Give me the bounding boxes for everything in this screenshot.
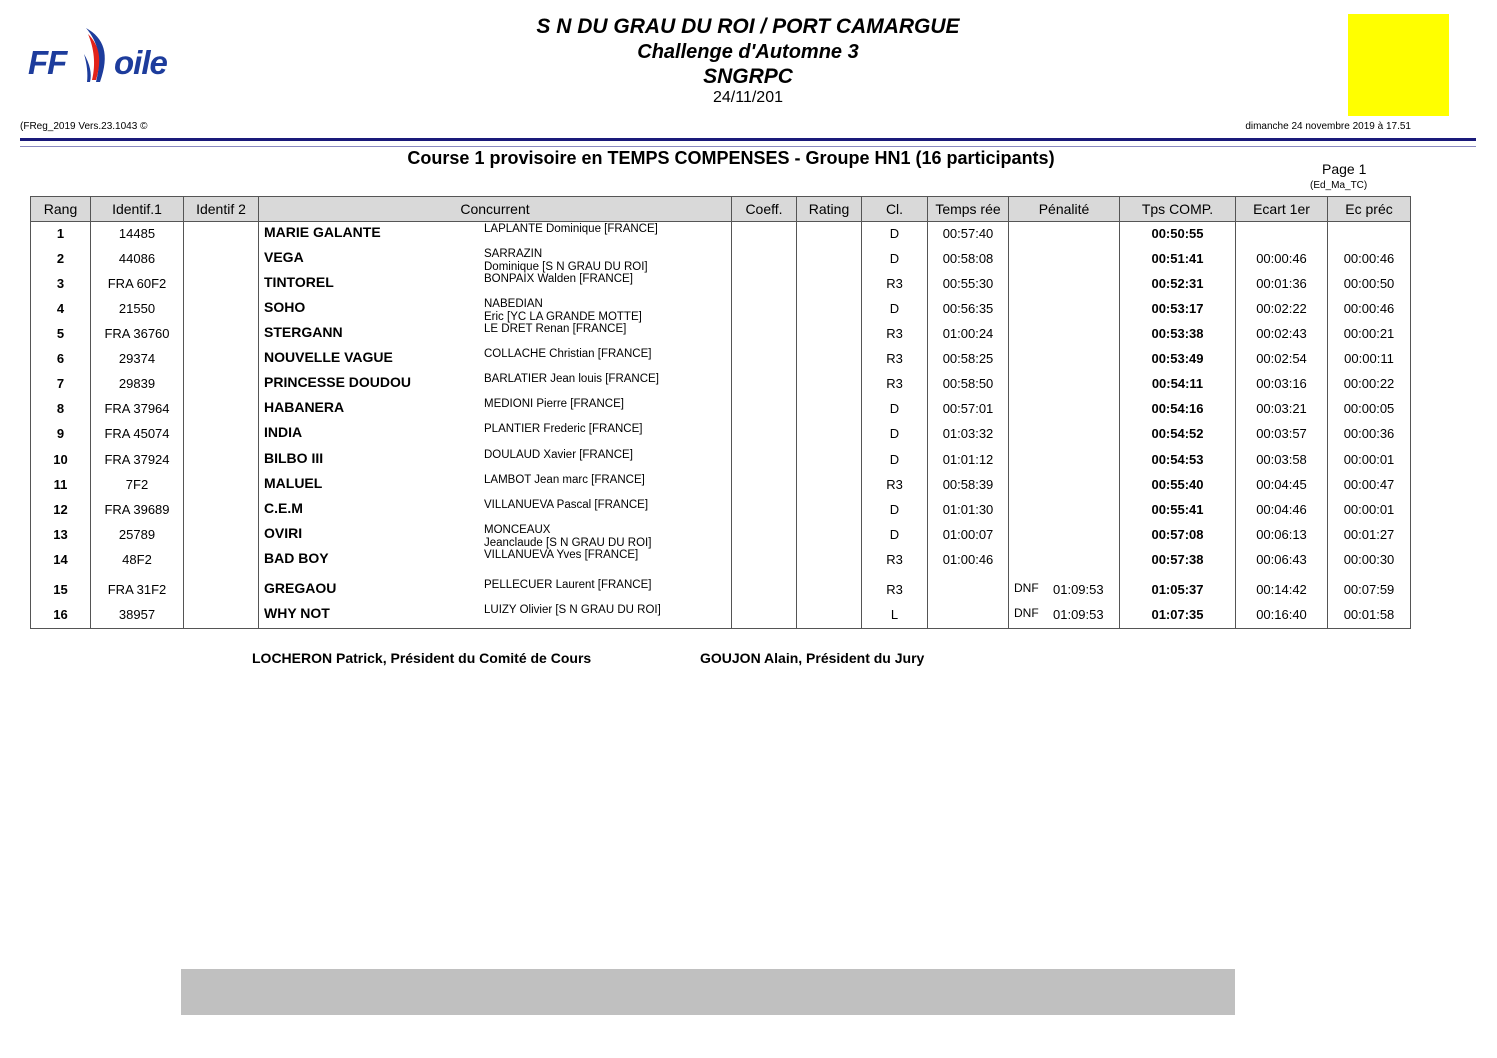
class-cell: R3 [886,552,903,567]
competitor-cell [259,247,732,272]
class-cell: D [889,452,900,467]
competitor-cell [259,498,732,523]
class-cell: R3 [886,582,903,597]
table-row [31,448,1411,473]
class-cell: D [889,226,900,241]
identifier-1-cell: 29374 [118,351,156,366]
gap-first-cell: 00:00:46 [1256,251,1307,266]
compensated-time-cell: 00:54:16 [1151,401,1204,416]
table-row [31,322,1411,347]
skipper-line-2: Jeanclaude [S N GRAU DU ROI] [484,537,652,549]
competitor-cell [259,578,732,603]
coeff-cell [732,448,796,452]
competitor-cell [259,222,732,248]
rank-cell: 3 [56,276,65,291]
gap-first-cell: 00:06:43 [1256,552,1307,567]
identifier-1-cell: 38957 [118,607,156,622]
class-cell: D [889,527,900,542]
real-time-cell: 00:56:35 [942,301,994,316]
penalty-cell [1009,523,1120,548]
compensated-time-cell: 00:52:31 [1151,276,1204,291]
identifier-1-cell: FRA 36760 [104,326,170,341]
real-time-cell: 01:01:30 [942,502,994,517]
gap-previous-cell: 00:00:36 [1343,426,1395,441]
identifier-1-cell: FRA 37964 [104,401,170,416]
rank-cell: 1 [56,226,65,241]
identifier-1-cell: 44086 [118,251,156,266]
column-header: Ecart 1er [1236,197,1328,222]
gap-previous-cell [1328,222,1410,226]
gap-previous-cell: 00:00:47 [1343,477,1395,492]
penalty-cell [1009,448,1120,473]
rating-cell [797,222,861,226]
real-time-cell: 01:01:12 [942,452,994,467]
competitor-cell [259,347,732,372]
rating-cell [797,498,861,502]
boat-name: BILBO III [264,450,324,466]
penalty-time: 01:09:53 [1053,607,1104,622]
real-time-cell: 01:00:46 [942,552,994,567]
skipper-line-1: VILLANUEVA Pascal [FRANCE] [484,499,649,511]
compensated-time-cell: 00:53:38 [1151,326,1204,341]
boat-name: C.E.M [264,500,303,516]
penalty-time: 01:09:53 [1053,582,1104,597]
identifier-2-cell [184,397,258,401]
logo-text-ff: FF [28,44,67,81]
event-title: Challenge d'Automne 3 [637,41,859,63]
gap-previous-cell: 00:07:59 [1343,582,1395,597]
compensated-time-cell: 00:55:40 [1151,477,1204,492]
rank-cell: 10 [53,452,68,467]
footer-band [181,969,1235,1015]
competitor-cell [259,322,732,347]
boat-name: INDIA [264,424,303,440]
gap-previous-cell: 00:00:05 [1343,401,1395,416]
page-number: Page 1 [1322,161,1367,177]
competitor-cell [259,397,732,422]
class-cell: R3 [886,477,903,492]
rank-cell: 16 [53,607,68,622]
class-cell: D [889,401,900,416]
rating-cell [797,448,861,452]
rating-cell [797,422,861,426]
identifier-1-cell: FRA 37924 [104,452,170,467]
skipper-line-1: MEDIONI Pierre [FRANCE] [484,398,624,410]
rating-cell [797,523,861,527]
identifier-2-cell [184,578,258,582]
rating-cell [797,578,861,582]
identifier-2-cell [184,372,258,376]
column-header: Identif 2 [184,197,259,222]
skipper-line-1: LAMBOT Jean marc [FRANCE] [484,474,645,486]
skipper-name [484,524,724,550]
identifier-2-cell [184,523,258,527]
rank-cell: 11 [53,477,68,492]
skipper-line-1: PLANTIER Frederic [FRANCE] [484,423,643,435]
table-row [31,422,1411,448]
gap-first-cell: 00:02:54 [1256,351,1307,366]
table-header-row [31,197,1411,222]
compensated-time-cell: 00:54:52 [1151,426,1204,441]
rating-cell [797,247,861,251]
real-time-cell: 00:58:50 [942,376,994,391]
rank-cell: 2 [56,251,65,266]
identifier-2-cell [184,272,258,276]
rating-cell [797,603,861,607]
identifier-1-cell: FRA 31F2 [107,582,167,597]
column-header: Concurrent [259,197,732,222]
column-header: Pénalité [1009,197,1120,222]
real-time-cell [928,603,1008,607]
skipper-line-1: LUIZY Olivier [S N GRAU DU ROI] [484,604,661,616]
rating-cell [797,372,861,376]
boat-name: GREGAOU [264,580,337,596]
identifier-2-cell [184,347,258,351]
coeff-cell [732,578,796,582]
penalty-cell [1009,347,1120,372]
gap-previous-cell: 00:00:22 [1343,376,1395,391]
penalty-cell [1009,222,1120,248]
identifier-1-cell: FRA 45074 [104,426,170,441]
rank-cell: 5 [56,326,65,341]
boat-name: BAD BOY [264,550,329,566]
coeff-cell [732,548,796,552]
penalty-cell [1009,578,1120,603]
competitor-cell [259,372,732,397]
table-row [31,222,1411,248]
identifier-1-cell: FRA 39689 [104,502,170,517]
gap-first-cell: 00:14:42 [1256,582,1307,597]
rating-cell [797,473,861,477]
skipper-name [484,579,724,592]
rating-cell [797,322,861,326]
penalty-cell [1009,473,1120,498]
coeff-cell [732,272,796,276]
compensated-time-cell: 00:50:55 [1151,226,1204,241]
rating-cell [797,297,861,301]
gap-first-cell: 00:03:58 [1256,452,1307,467]
skipper-line-1: VILLANUEVA Yves [FRANCE] [484,549,639,561]
gap-previous-cell: 00:01:58 [1343,607,1395,622]
identifier-2-cell [184,247,258,251]
yellow-flag-box [1348,14,1449,116]
gap-first-cell: 00:16:40 [1256,607,1307,622]
skipper-line-1: MONCEAUX [484,524,551,536]
compensated-time-cell: 00:53:17 [1151,301,1204,316]
class-cell: R3 [886,326,903,341]
penalty-cell [1009,297,1120,322]
edition-code: (Ed_Ma_TC) [1310,180,1368,191]
column-header: Cl. [862,197,928,222]
penalty-cell [1009,272,1120,297]
coeff-cell [732,222,796,226]
skipper-name [484,499,724,512]
coeff-cell [732,523,796,527]
jury-signature: GOUJON Alain, Président du Jury [700,650,925,666]
penalty-code: DNF [1014,581,1039,595]
coeff-cell [732,372,796,376]
results-body [31,222,1411,629]
gap-first-cell [1236,222,1327,226]
boat-name: SOHO [264,299,306,315]
boat-name: PRINCESSE DOUDOU [264,374,412,390]
class-cell: R3 [886,351,903,366]
boat-name: STERGANN [264,324,343,340]
skipper-name [484,223,724,236]
skipper-name [484,449,724,462]
real-time-cell [928,578,1008,582]
skipper-line-1: DOULAUD Xavier [FRANCE] [484,449,633,461]
skipper-line-1: LAPLANTE Dominique [FRANCE] [484,223,658,235]
real-time-cell: 00:57:40 [942,226,994,241]
rank-cell: 6 [56,351,65,366]
skipper-name [484,298,724,324]
penalty-cell [1009,322,1120,347]
skipper-line-1: BARLATIER Jean louis [FRANCE] [484,373,659,385]
gap-first-cell: 00:04:46 [1256,502,1307,517]
skipper-line-1: PELLECUER Laurent [FRANCE] [484,579,652,591]
real-time-cell: 01:00:24 [942,326,994,341]
rank-cell: 13 [53,527,68,542]
real-time-cell: 01:03:32 [942,426,994,441]
boat-name: TINTOREL [264,274,334,290]
identifier-2-cell [184,473,258,477]
identifier-2-cell [184,548,258,552]
skipper-line-1: LE DRET Renan [FRANCE] [484,323,627,335]
penalty-cell [1009,422,1120,448]
identifier-2-cell [184,297,258,301]
gap-first-cell: 00:02:43 [1256,326,1307,341]
skipper-line-1: COLLACHE Christian [FRANCE] [484,348,652,360]
gap-first-cell: 00:06:13 [1256,527,1307,542]
skipper-line-2: Eric [YC LA GRANDE MOTTE] [484,311,642,323]
coeff-cell [732,397,796,401]
rank-cell: 15 [53,582,68,597]
header-rule-thin [20,146,1476,147]
column-header: Temps rée [928,197,1009,222]
class-cell: D [889,426,900,441]
gap-previous-cell: 00:00:50 [1343,276,1395,291]
coeff-cell [732,347,796,351]
class-cell: R3 [886,376,903,391]
identifier-1-cell: 25789 [118,527,156,542]
skipper-name [484,323,724,336]
gap-previous-cell: 00:00:46 [1343,301,1395,316]
rating-cell [797,397,861,401]
table-row [31,372,1411,397]
table-row [31,247,1411,272]
identifier-2-cell [184,322,258,326]
rating-cell [797,272,861,276]
compensated-time-cell: 00:53:49 [1151,351,1204,366]
class-cell: R3 [886,276,903,291]
boat-name: MARIE GALANTE [264,224,381,240]
table-row [31,297,1411,322]
compensated-time-cell: 00:54:53 [1151,452,1204,467]
penalty-cell [1009,397,1120,422]
skipper-name [484,248,724,274]
competitor-cell [259,448,732,473]
real-time-cell: 01:00:07 [942,527,994,542]
column-header: Rang [31,197,91,222]
club-title: S N DU GRAU DU ROI / PORT CAMARGUE [536,15,960,38]
competitor-cell [259,523,732,548]
table-row [31,473,1411,498]
column-header: Coeff. [732,197,797,222]
skipper-line-2: Dominique [S N GRAU DU ROI] [484,261,648,273]
identifier-1-cell: 7F2 [125,477,149,492]
gap-previous-cell: 00:00:21 [1343,326,1395,341]
competitor-cell [259,297,732,322]
compensated-time-cell: 00:51:41 [1151,251,1204,266]
skipper-name [484,273,724,286]
rank-cell: 9 [56,426,65,441]
penalty-cell [1009,498,1120,523]
coeff-cell [732,473,796,477]
coeff-cell [732,297,796,301]
table-row [31,347,1411,372]
gap-previous-cell: 00:00:01 [1343,502,1395,517]
boat-name: MALUEL [264,475,323,491]
compensated-time-cell: 01:07:35 [1151,607,1204,622]
class-cell: L [890,607,899,622]
real-time-cell: 00:58:08 [942,251,994,266]
rating-cell [797,548,861,552]
table-row [31,578,1411,603]
competitor-cell [259,272,732,297]
column-header: Rating [797,197,862,222]
competitor-cell [259,603,732,629]
logo-text-oile: oile [114,44,167,81]
skipper-name [484,604,724,617]
class-cell: D [889,301,900,316]
real-time-cell: 00:58:25 [942,351,994,366]
real-time-cell: 00:57:01 [942,401,994,416]
compensated-time-cell: 00:57:08 [1151,527,1204,542]
gap-first-cell: 00:02:22 [1256,301,1307,316]
boat-name: WHY NOT [264,605,330,621]
print-timestamp: dimanche 24 novembre 2019 à 17.51 [1245,121,1411,132]
event-date: 24/11/201 [713,89,783,106]
rank-cell: 12 [53,502,68,517]
rank-cell: 14 [53,552,68,567]
skipper-line-1: NABEDIAN [484,298,543,310]
real-time-cell: 00:55:30 [942,276,994,291]
coeff-cell [732,322,796,326]
sail-icon [82,24,118,86]
boat-name: OVIRI [264,525,303,541]
gap-first-cell: 00:04:45 [1256,477,1307,492]
coeff-cell [732,247,796,251]
table-row [31,272,1411,297]
penalty-cell [1009,603,1120,629]
gap-first-cell: 00:03:57 [1256,426,1307,441]
column-header: Tps COMP. [1120,197,1236,222]
identifier-1-cell: 21550 [118,301,156,316]
gap-previous-cell: 00:00:30 [1343,552,1395,567]
identifier-1-cell: 48F2 [122,552,152,567]
identifier-2-cell [184,498,258,502]
identifier-2-cell [184,603,258,607]
course-title: Course 1 provisoire en TEMPS COMPENSES - Groupe HN1 (16 participants) [407,148,1055,168]
penalty-code: DNF [1014,606,1039,620]
compensated-time-cell: 01:05:37 [1151,582,1204,597]
gap-previous-cell: 00:00:46 [1343,251,1395,266]
header-rule [20,138,1476,141]
skipper-name [484,348,724,361]
rank-cell: 8 [56,401,65,416]
competitor-cell [259,422,732,448]
gap-previous-cell: 00:01:27 [1343,527,1395,542]
rank-cell: 4 [56,301,65,316]
identifier-2-cell [184,422,258,426]
skipper-name [484,373,724,386]
penalty-cell [1009,372,1120,397]
compensated-time-cell: 00:54:11 [1151,376,1204,391]
table-row [31,548,1411,578]
column-header: Ec préc [1328,197,1411,222]
organizer-title: SNGRPC [703,65,793,88]
skipper-line-1: BONPAIX Walden [FRANCE] [484,273,633,285]
identifier-1-cell: 29839 [118,376,156,391]
real-time-cell: 00:58:39 [942,477,994,492]
identifier-1-cell: FRA 60F2 [107,276,167,291]
penalty-cell [1009,548,1120,578]
table-row [31,603,1411,629]
compensated-time-cell: 00:57:38 [1151,552,1204,567]
gap-first-cell: 00:03:16 [1256,376,1307,391]
rating-cell [797,347,861,351]
coeff-cell [732,498,796,502]
skipper-line-1: SARRAZIN [484,248,543,260]
table-row [31,523,1411,548]
skipper-name [484,398,724,411]
skipper-name [484,549,724,562]
gap-previous-cell: 00:00:01 [1343,452,1395,467]
table-row [31,397,1411,422]
gap-first-cell: 00:03:21 [1256,401,1307,416]
boat-name: VEGA [264,249,304,265]
identifier-2-cell [184,222,258,226]
competitor-cell [259,473,732,498]
gap-first-cell: 00:01:36 [1256,276,1307,291]
coeff-cell [732,603,796,607]
table-row [31,498,1411,523]
competitor-cell [259,548,732,578]
compensated-time-cell: 00:55:41 [1151,502,1204,517]
penalty-cell [1009,247,1120,272]
class-cell: D [889,502,900,517]
class-cell: D [889,251,900,266]
ffvoile-logo [28,22,178,86]
rank-cell: 7 [56,376,65,391]
identifier-2-cell [184,448,258,452]
column-header: Identif.1 [91,197,184,222]
software-version: (FReg_2019 Vers.23.1043 © [20,121,148,132]
boat-name: HABANERA [264,399,345,415]
results-table [30,196,1410,629]
coeff-cell [732,422,796,426]
race-committee-signature: LOCHERON Patrick, Président du Comité de Cours [252,650,592,666]
skipper-name [484,474,724,487]
identifier-1-cell: 14485 [118,226,156,241]
gap-previous-cell: 00:00:11 [1344,351,1394,366]
skipper-name [484,423,724,436]
boat-name: NOUVELLE VAGUE [264,349,393,365]
